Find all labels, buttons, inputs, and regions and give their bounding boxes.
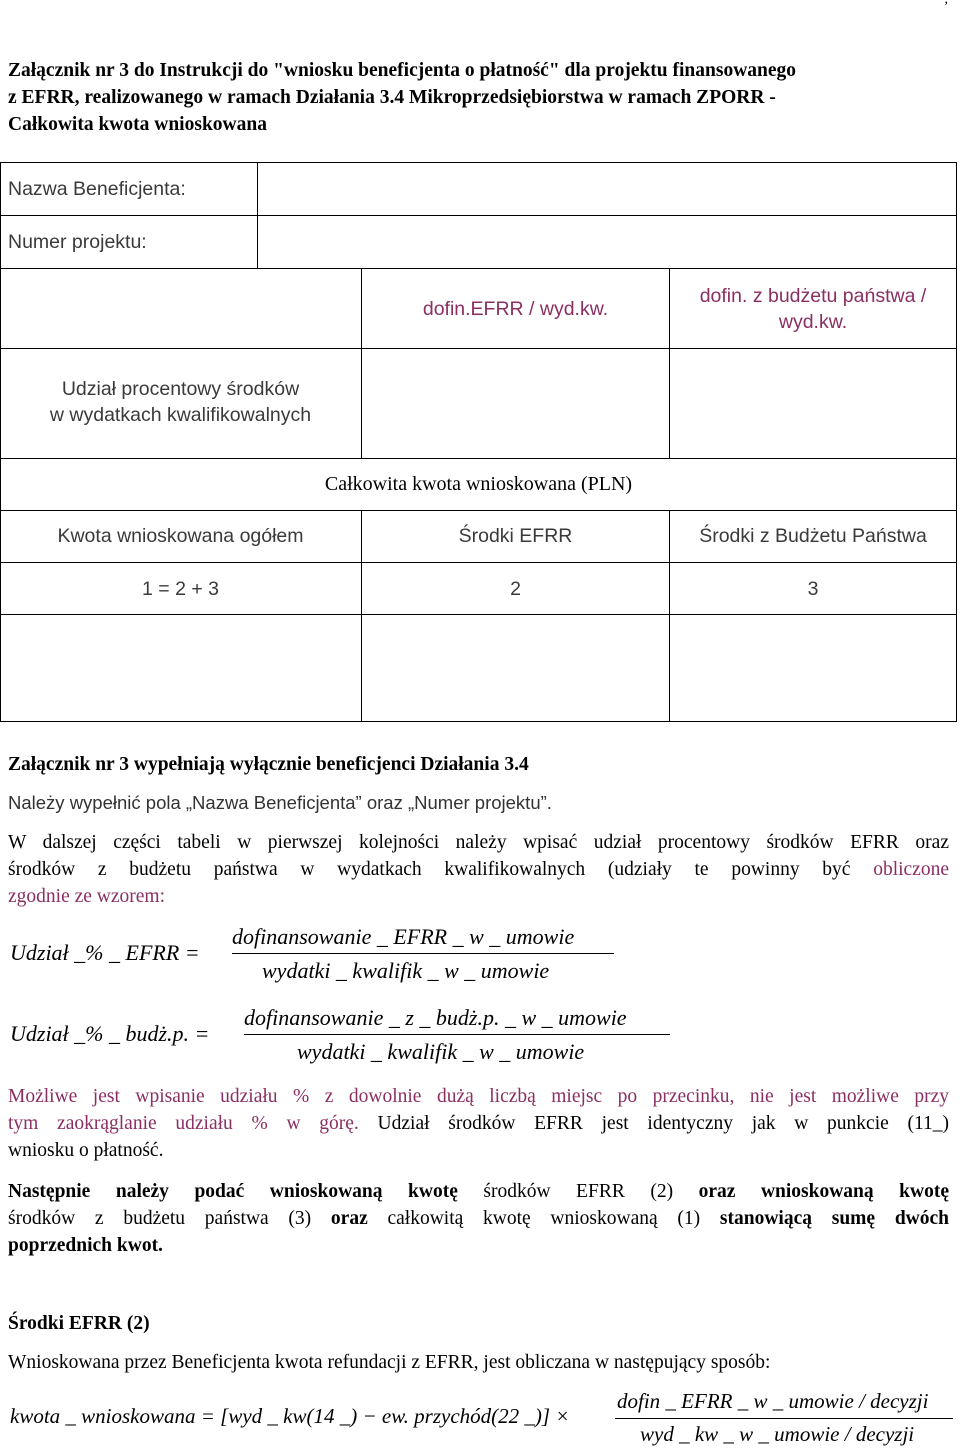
para3-line2-accent: tym zaokrąglanie udziału % w górę.: [8, 1113, 359, 1134]
para3-line1: Możliwe jest wpisanie udziału % z dowolnie dużą liczbą miejsc po przecinku, nie jest możliwe przy: [8, 1086, 949, 1107]
total-amount-field[interactable]: [1, 615, 361, 721]
para4-line2-b: oraz: [330, 1208, 368, 1229]
para4-line1-b: środków EFRR (2): [457, 1181, 699, 1202]
formula2-lhs: Udział _% _ budż.p. =: [10, 1021, 210, 1046]
col1-header: Kwota wnioskowana ogółem: [57, 525, 304, 547]
para4-line2: [8, 1205, 949, 1232]
page-marker: [945, 0, 949, 8]
project-number-field[interactable]: [258, 216, 956, 268]
para4-line2-a: środków z budżetu państwa (3): [8, 1208, 331, 1229]
beneficiary-name-label: Nazwa Beneficjenta:: [8, 178, 186, 200]
para3-line3: wniosku o płatność.: [8, 1140, 164, 1161]
budget-share-header-line1: dofin. z budżetu państwa /: [699, 285, 927, 307]
formula2-fraction-bar: [244, 1034, 670, 1035]
col2-header: Środki EFRR: [458, 525, 573, 547]
col3-header: Środki z Budżetu Państwa: [699, 525, 927, 547]
para4-line2-c: całkowitą kwotę wnioskowaną (1): [367, 1208, 720, 1229]
formula1-lhs: Udział _% _ EFRR =: [10, 940, 200, 965]
formula3-lhs: kwota _ wnioskowana = [wyd _ kw(14 _) − ew. przychód(22 _)] ×: [10, 1404, 570, 1428]
project-number-label: Numer projektu:: [8, 231, 147, 253]
budget-share-header-line2: wyd.kw.: [778, 311, 848, 333]
formula1-numerator: dofinansowanie _ EFRR _ w _ umowie: [232, 924, 575, 949]
para2-line2-text: środków z budżetu państwa w wydatkach kwalifikowalnych (udziały te powinny być: [8, 859, 874, 880]
share-label-line2: w wydatkach kwalifikowalnych: [49, 404, 312, 426]
para2-line2: [8, 856, 949, 883]
total-amount-header: Całkowita kwota wnioskowana (PLN): [324, 473, 633, 495]
col2-number: 2: [510, 578, 521, 600]
para2-line2-accent: obliczone: [873, 859, 949, 880]
formula3-denominator: wyd _ kw _ w _ umowie / decyzji: [640, 1422, 915, 1446]
para2-line3: zgodnie ze wzorem:: [8, 886, 166, 907]
share-label-line1: Udział procentowy środków: [61, 378, 300, 400]
note-bold: Załącznik nr 3 wypełniają wyłącznie beneficjenci Działania 3.4: [8, 754, 529, 775]
para2-line1: W dalszej części tabeli w pierwszej kolejności należy wpisać udział procentowy środków EFRR oraz: [8, 832, 949, 853]
para3-line2: [8, 1110, 949, 1137]
budget-amount-field[interactable]: [670, 615, 956, 721]
formula2-numerator: dofinansowanie _ z _ budż.p. _ w _ umowie: [244, 1005, 627, 1030]
title-line-3: Całkowita kwota wnioskowana: [8, 114, 267, 135]
section-text: Wnioskowana przez Beneficjenta kwota refundacji z EFRR, jest obliczana w następujący sposób:: [8, 1352, 771, 1373]
efrr-amount-field[interactable]: [362, 615, 669, 721]
para4-line3: poprzednich kwot.: [8, 1235, 163, 1256]
instruction-1: Należy wypełnić pola „Nazwa Beneficjenta” oraz „Numer projektu”.: [8, 792, 552, 813]
title-line-1: Załącznik nr 3 do Instrukcji do "wniosku beneficjenta o płatność" dla projektu finansowanego: [8, 60, 797, 81]
beneficiary-name-field[interactable]: [258, 163, 956, 215]
formula3-numerator: dofin _ EFRR _ w _ umowie / decyzji: [617, 1389, 929, 1413]
para3-line2-text: Udział środków EFRR jest identyczny jak w punkcie (11_): [358, 1113, 950, 1134]
para4-line1-a: Następnie należy podać wnioskowaną kwotę: [8, 1181, 458, 1202]
formula1-fraction-bar: [232, 953, 614, 954]
section-heading: Środki EFRR (2): [8, 1313, 150, 1334]
formula2-denominator: wydatki _ kwalifik _ w _ umowie: [297, 1039, 585, 1064]
formula3-fraction-bar: [615, 1418, 953, 1419]
formula1-denominator: wydatki _ kwalifik _ w _ umowie: [262, 958, 550, 983]
col3-number: 3: [807, 578, 819, 600]
efrr-share-header: dofin.EFRR / wyd.kw.: [422, 298, 609, 320]
para4-line2-d: stanowiącą sumę dwóch: [719, 1208, 949, 1229]
title-line-2: z EFRR, realizowanego w ramach Działania 3.4 Mikroprzedsiębiorstwa w ramach ZPORR -: [8, 87, 776, 108]
col1-number: 1 = 2 + 3: [142, 578, 219, 600]
budget-share-field[interactable]: [670, 349, 956, 458]
efrr-share-field[interactable]: [362, 349, 669, 458]
para4-line1: [8, 1178, 949, 1205]
para4-line1-c: oraz wnioskowaną kwotę: [698, 1181, 949, 1202]
